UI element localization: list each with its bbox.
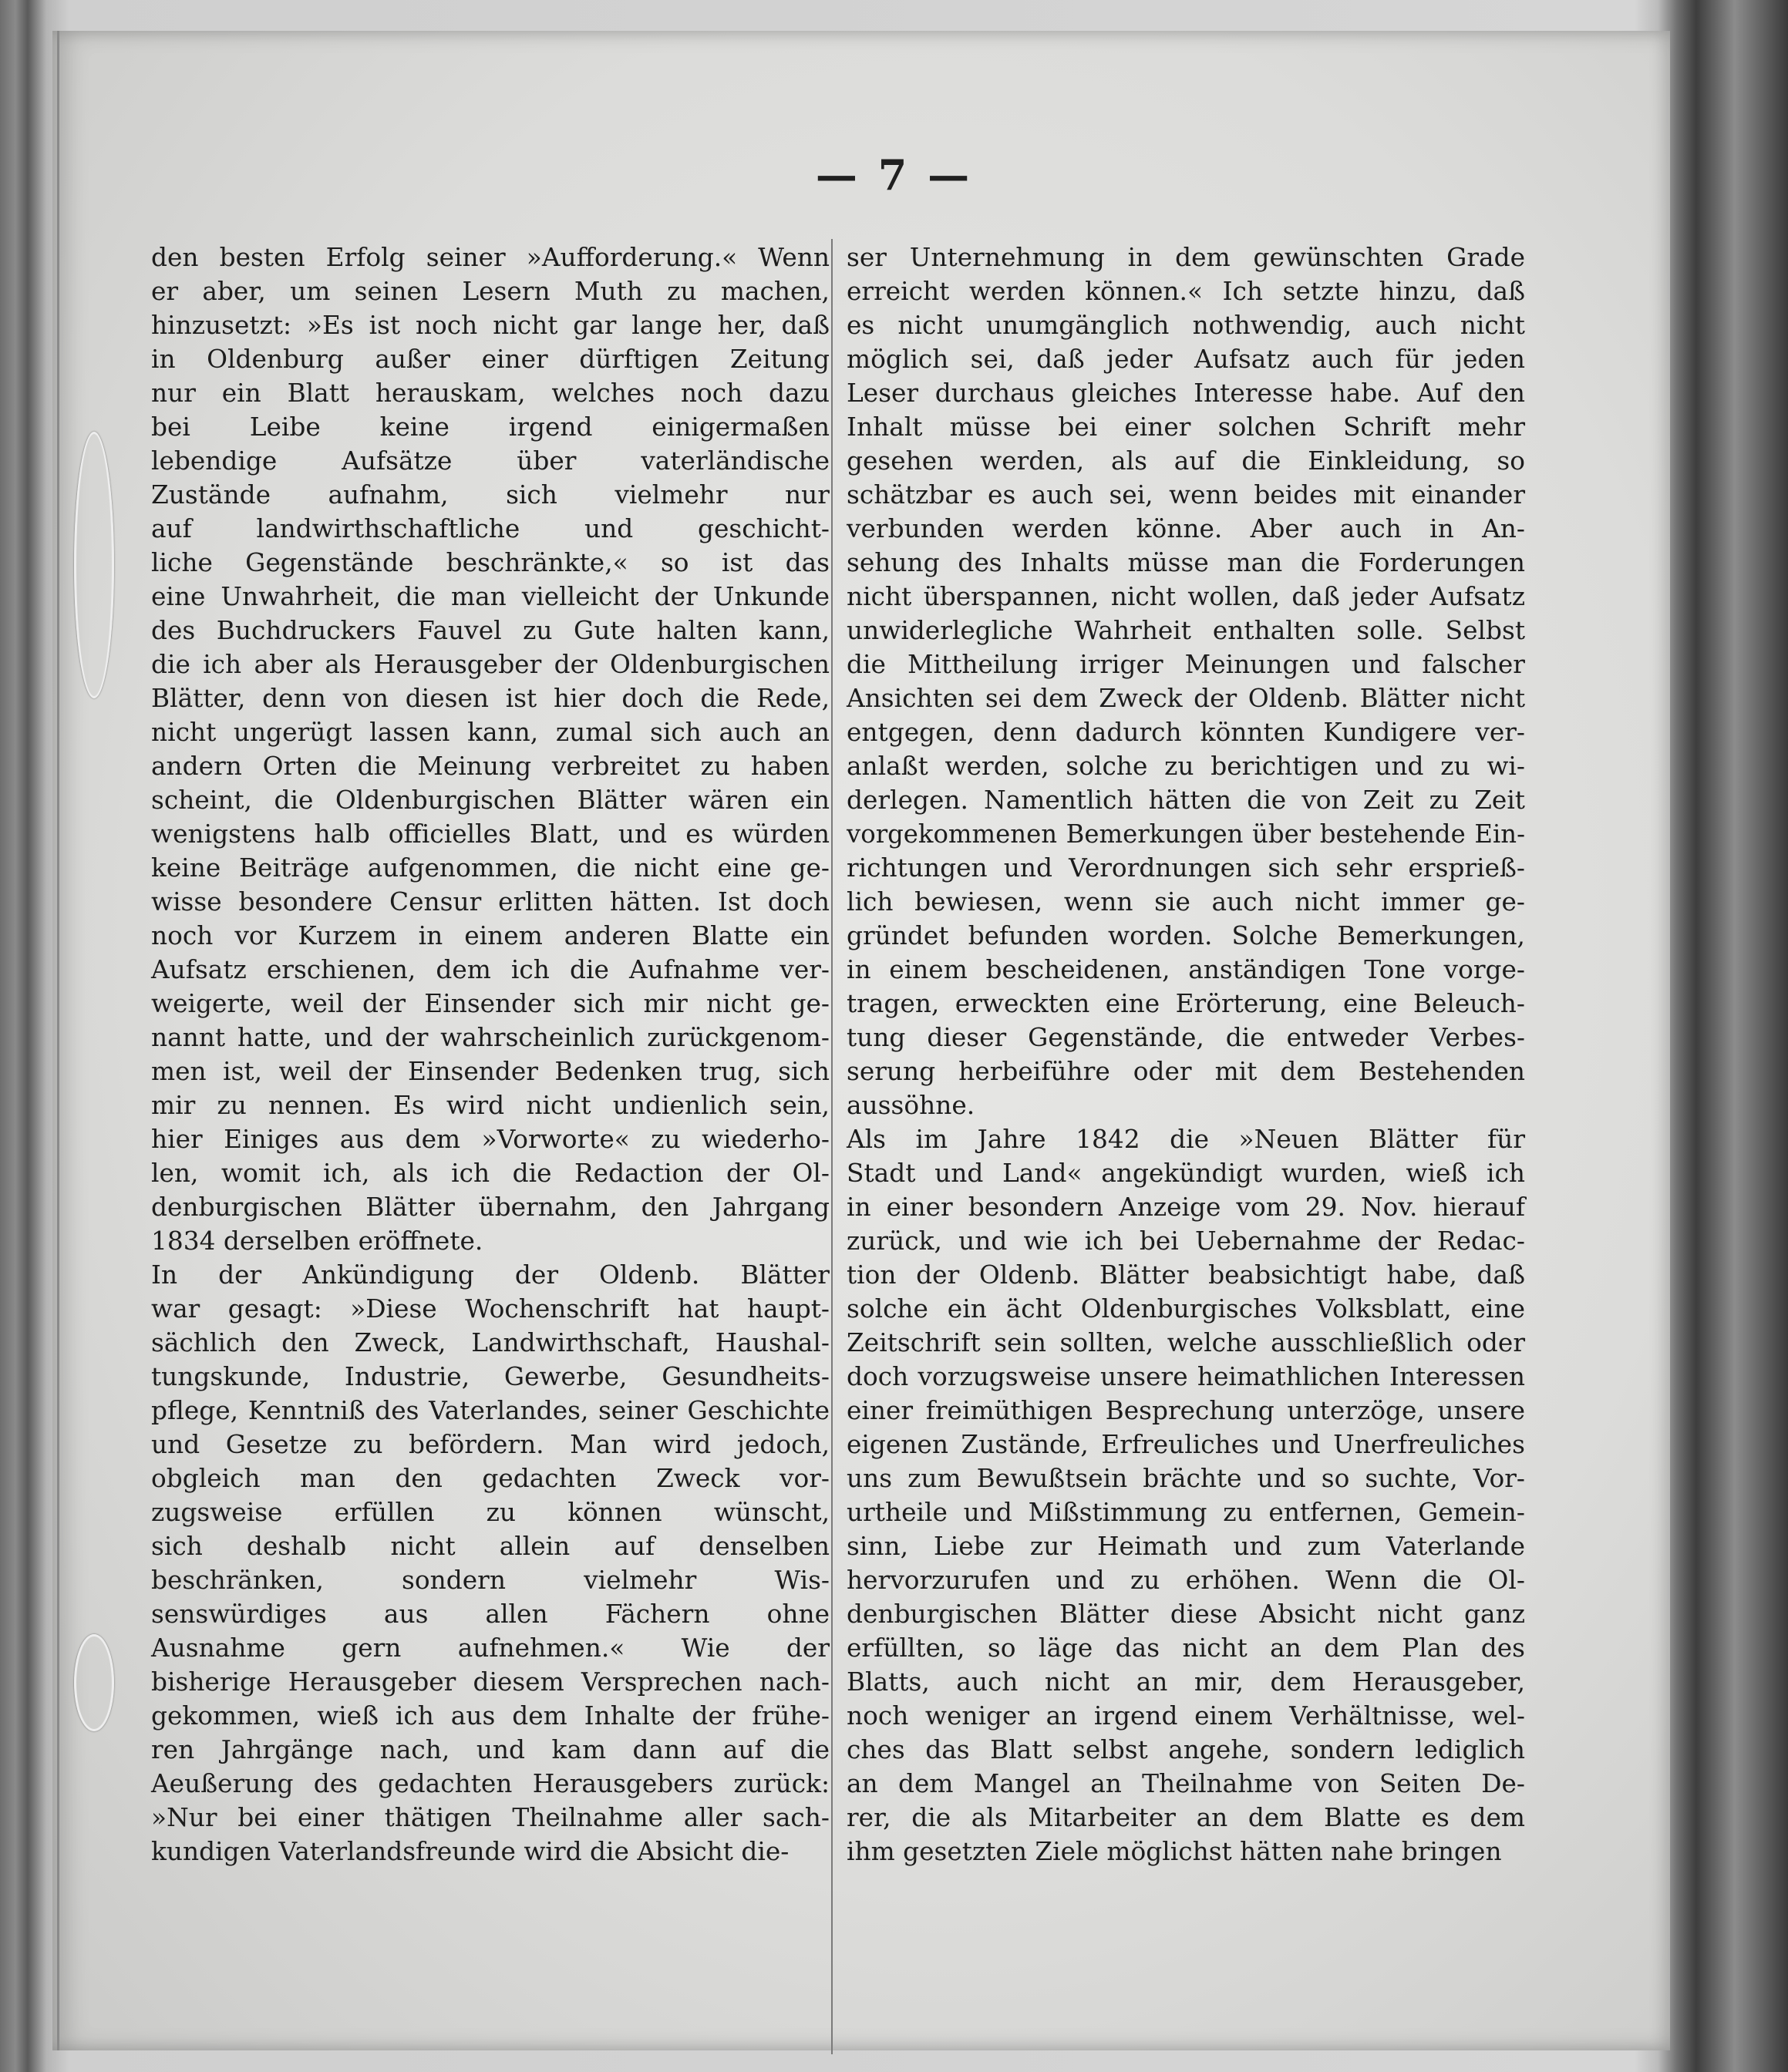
text-line: zurück, und wie ich bei Uebernahme der Redac- [847,1226,1525,1256]
text-line: tungskunde, Industrie, Gewerbe, Gesundheits- [151,1362,830,1391]
text-line: nur ein Blatt herauskam, welches noch dazu [151,378,830,408]
text-line: wisse besondere Censur erlitten hätten. Ist doch [151,887,830,917]
text-line: Ausnahme gern aufnehmen.« Wie der [151,1633,830,1663]
text-line: pflege, Kenntniß des Vaterlandes, seiner Geschichte [151,1396,830,1425]
text-line: weigerte, weil der Einsender sich mir nicht ge- [151,989,830,1018]
text-line: solche ein ächt Oldenburgisches Volksblatt, eine [847,1294,1525,1324]
text-line: des Buchdruckers Fauvel zu Gute halten kann, [151,616,830,645]
text-line: und Gesetze zu befördern. Man wird jedoch, [151,1430,830,1459]
text-line: gesehen werden, als auf die Einkleidung, so [847,446,1525,476]
text-line: wenigstens halb officielles Blatt, und es würden [151,819,830,849]
text-line: urtheile und Mißstimmung zu entfernen, Gemein- [847,1498,1525,1527]
text-line: Zeitschrift sein sollten, welche ausschließlich oder [847,1328,1525,1357]
text-line: auf landwirthschaftliche und geschicht- [151,514,830,543]
text-line: beschränken, sondern vielmehr Wis- [151,1566,830,1595]
text-line: noch vor Kurzem in einem anderen Blatte ein [151,921,830,950]
text-line: schätzbar es auch sei, wenn beides mit einander [847,480,1525,510]
text-line: in einem bescheidenen, anständigen Tone vorge- [847,955,1525,984]
text-line: 1834 derselben eröffnete. [151,1226,483,1256]
binding-thread [74,432,114,698]
text-line: bei Leibe keine irgend einigermaßen [151,412,830,442]
text-line: sich deshalb nicht allein auf denselben [151,1532,830,1561]
text-line: hervorzurufen und zu erhöhen. Wenn die Ol- [847,1566,1525,1595]
text-line: tion der Oldenb. Blätter beabsichtigt habe, daß [847,1260,1525,1290]
text-line: ser Unternehmung in dem gewünschten Grade [847,243,1525,272]
text-line: richtungen und Verordnungen sich sehr ersprieß- [847,853,1525,883]
text-line: keine Beiträge aufgenommen, die nicht eine ge- [151,853,830,883]
text-line: noch weniger an irgend einem Verhältnisse, wel- [847,1701,1525,1731]
text-line: Ansichten sei dem Zweck der Oldenb. Blätter nicht [847,684,1525,713]
text-line: die Mittheilung irriger Meinungen und falscher [847,650,1525,679]
text-line: Stadt und Land« angekündigt wurden, wieß ich [847,1159,1525,1188]
text-line: denburgischen Blätter übernahm, den Jahrgang [151,1192,830,1222]
text-line: war gesagt: »Diese Wochenschrift hat haupt- [151,1294,830,1324]
column-divider [831,239,833,2054]
text-line: eigenen Zustände, Erfreuliches und Unerfreuliches [847,1430,1525,1459]
text-line: tragen, erweckten eine Erörterung, eine Beleuch- [847,989,1525,1018]
text-line: erfüllten, so läge das nicht an dem Plan des [847,1633,1525,1663]
text-line: uns zum Bewußtsein brächte und so suchte, Vor- [847,1464,1525,1493]
text-line: verbunden werden könne. Aber auch in An- [847,514,1525,543]
text-line: sehung des Inhalts müsse man die Forderungen [847,548,1525,577]
text-line: an dem Mangel an Theilnahme von Seiten De- [847,1769,1525,1798]
text-line: serung herbeiführe oder mit dem Bestehenden [847,1057,1525,1086]
text-line: entgegen, denn dadurch könnten Kundigere ver- [847,718,1525,747]
text-line: anlaßt werden, solche zu berichtigen und zu wi- [847,752,1525,781]
text-line: nicht überspannen, nicht wollen, daß jeder Aufsatz [847,582,1525,611]
text-line: den besten Erfolg seiner »Aufforderung.« Wenn [151,243,830,272]
text-line: Zustände aufnahm, sich vielmehr nur [151,480,830,510]
text-line: gekommen, wieß ich aus dem Inhalte der frühe- [151,1701,830,1731]
text-line: es nicht unumgänglich nothwendig, auch nicht [847,311,1525,340]
text-line: kundigen Vaterlandsfreunde wird die Absicht die- [151,1837,790,1866]
text-line: nicht ungerügt lassen kann, zumal sich auch an [151,718,830,747]
text-line: Aufsatz erschienen, dem ich die Aufnahme ver- [151,955,830,984]
text-line: len, womit ich, als ich die Redaction der Ol- [151,1159,830,1188]
text-line: vorgekommenen Bemerkungen über bestehende Ein- [847,819,1525,849]
text-line: lebendige Aufsätze über vaterländische [151,446,830,476]
text-line: hier Einiges aus dem »Vorworte« zu wiederho- [151,1125,830,1154]
text-line: möglich sei, daß jeder Aufsatz auch für jeden [847,345,1525,374]
text-line: Leser durchaus gleiches Interesse habe. Auf den [847,378,1525,408]
text-line: men ist, weil der Einsender Bedenken trug, sich [151,1057,830,1086]
page-number: — 7 — [815,150,973,200]
text-line: aussöhne. [847,1091,975,1120]
text-line: Blatts, auch nicht an mir, dem Herausgeber, [847,1667,1525,1697]
text-line: lich bewiesen, wenn sie auch nicht immer ge- [847,887,1525,917]
text-line: doch vorzugsweise unsere heimathlichen Interessen [847,1362,1525,1391]
text-line: einer freimüthigen Besprechung unterzöge, unsere [847,1396,1525,1425]
text-line: sächlich den Zweck, Landwirthschaft, Haushal- [151,1328,830,1357]
text-line: gründet befunden worden. Solche Bemerkungen, [847,921,1525,950]
text-line: Aeußerung des gedachten Herausgebers zurück: [151,1769,830,1798]
text-line: obgleich man den gedachten Zweck vor- [151,1464,830,1493]
text-line: nannt hatte, und der wahrscheinlich zurückgenom- [151,1023,830,1052]
text-line: in einer besondern Anzeige vom 29. Nov. hierauf [847,1192,1525,1222]
text-line: In der Ankündigung der Oldenb. Blätter [151,1260,830,1290]
right-text-column [847,240,1525,1868]
text-line: tung dieser Gegenstände, die entweder Verbes- [847,1023,1525,1052]
text-line: Als im Jahre 1842 die »Neuen Blätter für [847,1125,1525,1154]
text-line: denburgischen Blätter diese Absicht nicht ganz [847,1599,1525,1629]
binding-edge [57,31,59,2050]
text-line: liche Gegenstände beschränkte,« so ist das [151,548,830,577]
text-line: andern Orten die Meinung verbreitet zu haben [151,752,830,781]
text-line: rer, die als Mitarbeiter an dem Blatte es dem [847,1803,1525,1832]
text-line: hinzusetzt: »Es ist noch nicht gar lange her, daß [151,311,830,340]
text-line: in Oldenburg außer einer dürftigen Zeitung [151,345,830,374]
text-line: mir zu nennen. Es wird nicht undienlich sein, [151,1091,830,1120]
text-line: ches das Blatt selbst angehe, sondern lediglich [847,1735,1525,1764]
text-line: Blätter, denn von diesen ist hier doch die Rede, [151,684,830,713]
text-line: bisherige Herausgeber diesem Versprechen nach- [151,1667,830,1697]
text-line: scheint, die Oldenburgischen Blätter wären ein [151,785,830,815]
binding-thread-knot [74,1634,114,1731]
text-line: er aber, um seinen Lesern Muth zu machen, [151,277,830,306]
text-line: ren Jahrgänge nach, und kam dann auf die [151,1735,830,1764]
text-line: »Nur bei einer thätigen Theilnahme aller sach- [151,1803,830,1832]
left-text-column [151,240,830,1868]
text-line: sinn, Liebe zur Heimath und zum Vaterlande [847,1532,1525,1561]
text-line: eine Unwahrheit, die man vielleicht der Unkunde [151,582,830,611]
text-line: derlegen. Namentlich hätten die von Zeit zu Zeit [847,785,1525,815]
text-line: senswürdiges aus allen Fächern ohne [151,1599,830,1629]
text-line: zugsweise erfüllen zu können wünscht, [151,1498,830,1527]
text-line: Inhalt müsse bei einer solchen Schrift mehr [847,412,1525,442]
text-line: erreicht werden können.« Ich setzte hinzu, daß [847,277,1525,306]
text-line: die ich aber als Herausgeber der Oldenburgischen [151,650,830,679]
text-line: ihm gesetzten Ziele möglichst hätten nahe bringen [847,1837,1502,1866]
text-line: unwiderlegliche Wahrheit enthalten solle. Selbst [847,616,1525,645]
